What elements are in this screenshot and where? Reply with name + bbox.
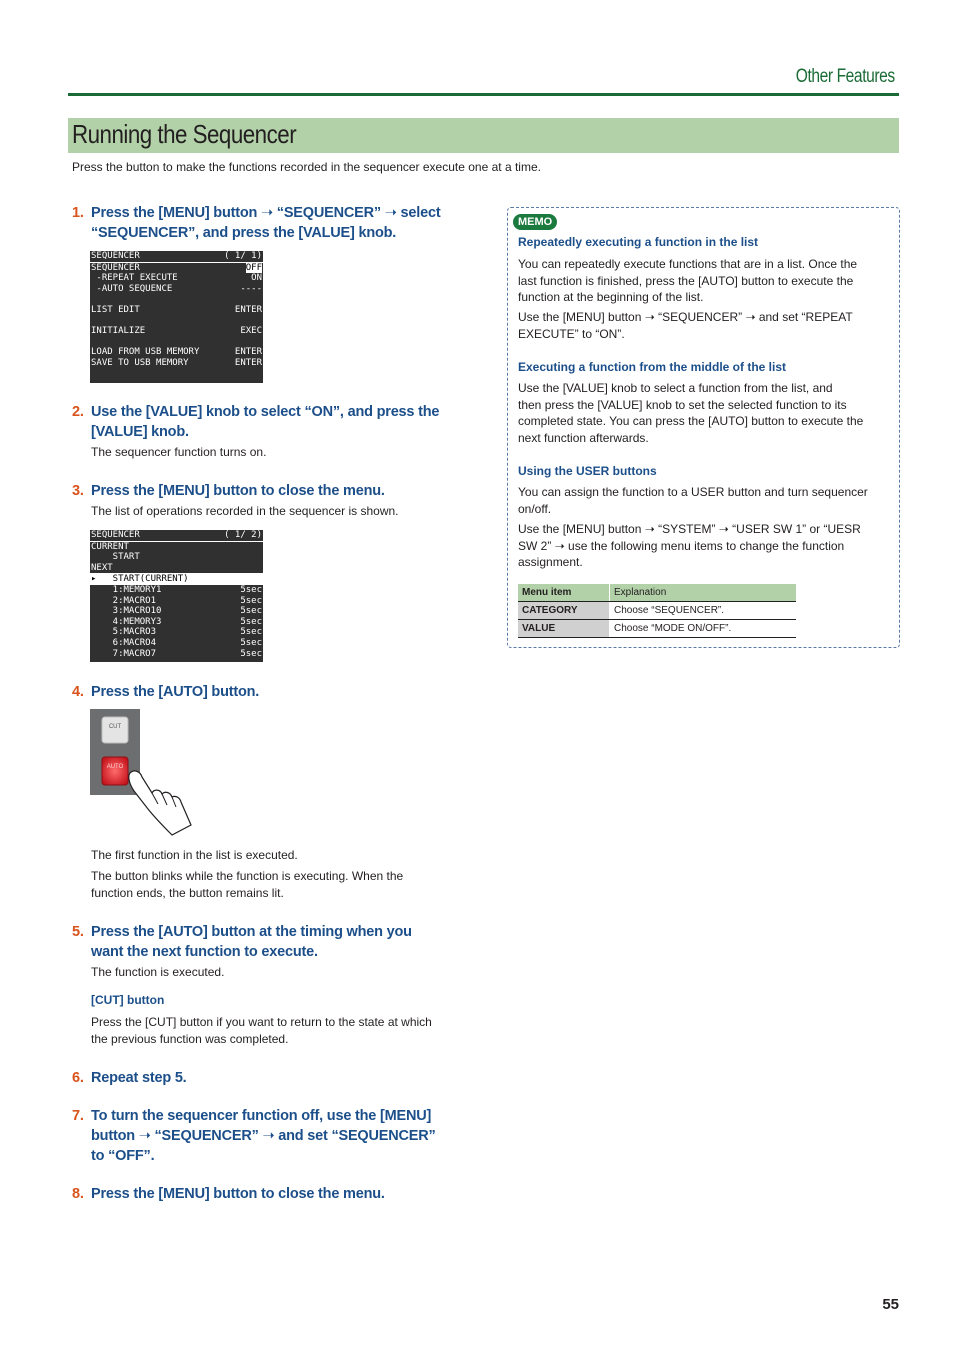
step-number: 3. (72, 483, 84, 499)
step-number: 4. (72, 684, 84, 700)
step-4-description-2 (91, 868, 471, 902)
lcd-row: 2:MACRO1 5sec (91, 595, 262, 606)
memo-paragraph (518, 484, 890, 517)
step-number: 5. (72, 924, 84, 940)
text-line: The button blinks while the function is executing. When the (91, 869, 404, 883)
step-line: [VALUE] knob. (91, 424, 189, 440)
table-cell: Choose “SEQUENCER”. (610, 602, 797, 620)
step-3-heading (72, 481, 467, 501)
lcd-row: CURRENT (91, 541, 129, 552)
step-6-heading (72, 1068, 467, 1088)
text-line: function ends, the button remains lit. (91, 886, 284, 900)
memo-heading-middle: Executing a function from the middle of the list (518, 360, 787, 374)
step-5-heading (72, 922, 467, 960)
text-line: EXECUTE” to “ON”. (518, 326, 625, 341)
lcd-row: LOAD FROM USB MEMORY ENTER (91, 347, 262, 358)
text-line: You can assign the function to a USER button and turn sequencer (518, 485, 868, 499)
text-line: Press the [CUT] button if you want to return to the state at which (91, 1015, 432, 1029)
lcd-row (90, 294, 263, 305)
lcd-row: 4:MEMORY3 5sec (91, 616, 262, 627)
step-number: 8. (72, 1186, 84, 1202)
memo-paragraph (518, 380, 890, 446)
lcd-row: INITIALIZE EXEC (91, 326, 262, 337)
intro-text: Press the button to make the functions recorded in the sequencer execute one at a time. (72, 160, 541, 174)
lcd-row: 5:MACRO3 5sec (91, 627, 262, 638)
page-number: 55 (882, 1296, 899, 1313)
step-line: Use the [VALUE] knob to select “ON”, and press the (91, 404, 440, 420)
lcd-row-selected: ▸ START(CURRENT) (90, 574, 263, 585)
step-number: 2. (72, 404, 84, 420)
lcd-row (90, 337, 263, 348)
step-3-description: The list of operations recorded in the sequencer is shown. (91, 504, 399, 518)
cut-button-subheading: [CUT] button (91, 993, 165, 1007)
lcd-row: START (91, 552, 140, 563)
text-line: assignment. (518, 555, 583, 569)
text-line: next function afterwards. (518, 430, 649, 445)
auto-button-illustration (90, 709, 195, 837)
table-cell: VALUE (518, 620, 610, 638)
text-line: function at the beginning of the list. (518, 290, 704, 304)
menu-item-table (518, 584, 796, 638)
step-line: “SEQUENCER”, and press the [VALUE] knob. (91, 225, 397, 241)
text-line: last function is finished, press the [AUTO] button to execute the (518, 273, 854, 288)
text-line: then press the [VALUE] knob to set the selected function to its (518, 397, 847, 412)
lcd-row (90, 316, 263, 327)
step-5-description: The function is executed. (91, 965, 225, 979)
lcd-screen-sequence-list (90, 530, 263, 662)
text-line: Use the [VALUE] knob to select a function from the list, and (518, 381, 833, 395)
pointing-hand-icon (129, 771, 191, 835)
lcd-row: SEQUENCER ( 1/ 1) (91, 251, 262, 261)
step-line: To turn the sequencer function off, use the [MENU] (91, 1108, 432, 1124)
top-rule (68, 93, 899, 96)
text-line: completed state. You can press the [AUTO] button to execute the (518, 414, 864, 428)
step-line: Press the [MENU] button ➝ “SEQUENCER” ➝ select (91, 205, 441, 221)
step-line: Press the [MENU] button to close the menu. (91, 483, 385, 499)
step-line: Repeat step 5. (91, 1070, 187, 1086)
step-line: Press the [AUTO] button. (91, 684, 260, 700)
step-2-description: The sequencer function turns on. (91, 445, 267, 459)
cut-button-label: CUT (108, 724, 122, 730)
memo-heading-repeat: Repeatedly executing a function in the list (518, 235, 759, 249)
lcd-screen-sequencer-menu (90, 251, 263, 383)
auto-button (102, 757, 128, 785)
page-title: Running the Sequencer (72, 119, 297, 149)
text-line: on/off. (518, 501, 552, 516)
text-line: You can repeatedly execute functions that are in a list. Once the (518, 257, 858, 271)
title-bar (68, 118, 899, 153)
table-row (518, 620, 796, 638)
text-line: Use the [MENU] button ➝ “SYSTEM” ➝ “USER SW 1” or “UESR (518, 522, 861, 536)
section-label: Other Features (795, 66, 895, 87)
lcd-row: SAVE TO USB MEMORY ENTER (91, 357, 262, 368)
text-line: the previous function was completed. (91, 1032, 289, 1046)
auto-button-label: AUTO (106, 764, 124, 770)
step-number: 1. (72, 205, 84, 221)
step-number: 7. (72, 1108, 84, 1124)
table-header-row (518, 584, 796, 602)
lcd-row: 7:MACRO7 5sec (91, 648, 262, 659)
table-cell: Choose “MODE ON/OFF”. (610, 620, 797, 638)
step-number: 6. (72, 1070, 84, 1086)
step-4-description-1: The first function in the list is executed. (91, 848, 298, 862)
lcd-row: LIST EDIT ENTER (91, 304, 262, 315)
lcd-row: SEQUENCER OFF (91, 262, 262, 273)
text-line: SW 2” ➝ use the following menu items to change the function (518, 538, 845, 553)
step-line: Press the [AUTO] button at the timing when you (91, 924, 412, 940)
step-2-heading (72, 402, 467, 440)
cut-button (102, 717, 128, 743)
memo-badge: MEMO (513, 214, 557, 230)
lcd-row: NEXT (90, 563, 263, 575)
step-line: to “OFF”. (91, 1148, 155, 1164)
table-header-cell: Menu item (518, 584, 610, 602)
cut-button-description (91, 1014, 481, 1048)
memo-paragraph (518, 256, 890, 306)
lcd-row: 3:MACRO10 5sec (91, 606, 262, 617)
step-4-heading (72, 682, 467, 702)
lcd-row: 1:MEMORY1 5sec (91, 584, 262, 595)
step-7-heading (72, 1106, 467, 1164)
lcd-row: -REPEAT EXECUTE ON (91, 273, 262, 284)
table-cell: CATEGORY (518, 602, 610, 620)
lcd-row: SEQUENCER ( 1/ 2) (91, 530, 262, 540)
table-row (518, 602, 796, 620)
memo-paragraph (518, 521, 890, 571)
step-1-heading (72, 203, 467, 241)
memo-heading-user-buttons: Using the USER buttons (518, 464, 657, 478)
step-line: button ➝ “SEQUENCER” ➝ and set “SEQUENCER” (91, 1128, 436, 1144)
step-line: want the next function to execute. (91, 944, 318, 960)
step-line: Press the [MENU] button to close the menu. (91, 1186, 385, 1202)
table-header-cell: Explanation (610, 584, 797, 602)
text-line: Use the [MENU] button ➝ “SEQUENCER” ➝ and set “REPEAT (518, 310, 853, 324)
lcd-row: -AUTO SEQUENCE ---- (91, 283, 262, 294)
memo-paragraph (518, 309, 890, 342)
lcd-row: 6:MACRO4 5sec (91, 637, 262, 648)
step-8-heading (72, 1184, 467, 1204)
